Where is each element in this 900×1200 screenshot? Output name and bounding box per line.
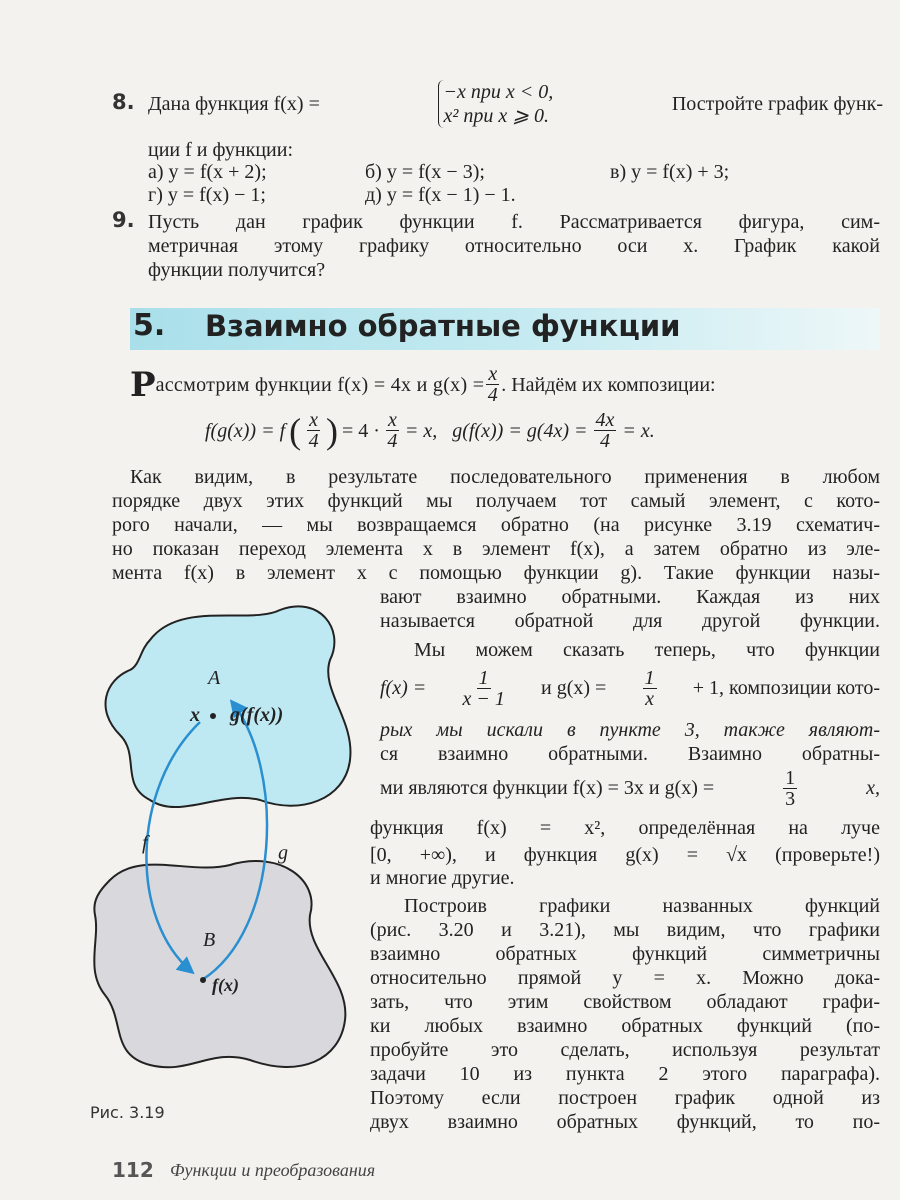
point-gfx-label: g(f(x)) [230,704,284,726]
paragraph-line: Как видим, в результате последовательного применения в любом [130,466,880,488]
exercise-8-item-a: а) y = f(x + 2); [148,161,267,183]
formula-part: f(g(x)) = f [205,419,286,442]
fraction-denominator: 4 [387,430,398,452]
exercise-8-line-2: ции f и функции: [148,139,294,161]
paragraph-line: но показан переход элемента x в элемент f(x), а затем обратно из эле- [112,538,880,560]
fraction-numerator: 1 [478,666,489,689]
formula-part: = x. [622,419,655,442]
figure-caption: Рис. 3.19 [90,1103,165,1122]
fraction-numerator: 1 [644,666,655,689]
point-x-label: x [190,704,200,726]
section-number: 5. [133,308,166,343]
formula-part: = x, g(f(x)) = g(4x) = [404,419,588,442]
paragraph-line: ки любых взаимно обратных функций (по- [370,1015,880,1037]
paragraph-line: мента f(x) в элемент x с помощью функции g). Такие функции назы- [112,562,880,584]
exercise-8-item-g: г) y = f(x) − 1; [148,184,266,206]
section-title: Взаимно обратные функции [205,309,681,343]
exercise-8-item-b: б) y = f(x − 3); [365,161,485,183]
point-fx-label: f(x) [212,975,239,995]
composition-formula: f(g(x)) = f ( $\frac{x}{4}$ ) = 4 · $\frac{x}{4}$ = x, g(f(x)) = g(4x) = $\frac{4x}{4}$ = x. [205,409,655,452]
formula-part: = 4 · [342,419,380,442]
intro-text: . Найдём их композиции: [501,373,716,396]
formula-part: x, [866,777,880,799]
paragraph-line: взаимно обратных функций симметричны [370,943,880,965]
exercise-8-number: 8. [112,90,135,114]
paragraph-line: вают взаимно обратными. Каждая из них [380,586,880,608]
exercise-8-intro: Дана функция f(x) = [148,93,320,115]
set-b-label: B [203,929,216,951]
fraction-denominator: x [645,687,654,710]
intro-text: ассмотрим функции f(x) = 4x и g(x) = [155,373,485,396]
paragraph-line: ся взаимно обратными. Взаимно обратны- [380,743,880,765]
set-a-shape [106,606,351,807]
paragraph-line: [0, +∞), и функция g(x) = √x (проверьте!) [370,844,880,866]
exercise-8-item-v: в) y = f(x) + 3; [610,161,730,183]
fraction-numerator: x [309,409,319,431]
fraction-numerator: 4x [595,409,615,431]
paragraph-line: порядке двух этих функций мы получаем тот самый элемент, с кото- [112,490,880,512]
arrow-f-label: f [142,832,148,854]
fraction-denominator: 4 [599,430,610,452]
fraction-numerator: x [488,363,498,385]
exercise-9-line: Пусть дан график функции f. Рассматривается фигура, сим- [148,211,880,233]
piecewise-case-2: x² при x ⩾ 0. [443,105,549,127]
paragraph-line: задачи 10 из пункта 2 этого параграфа). [370,1063,880,1085]
fraction-denominator: 4 [308,430,319,452]
paragraph-line: относительно прямой y = x. Можно дока- [370,967,880,989]
page-number: 112 [112,1158,154,1182]
paragraph-line: рого начали, — мы возвращаемся обратно (на рисунке 3.19 схематич- [112,514,880,536]
paragraph-line: (рис. 3.20 и 3.21), мы видим, что графики [370,919,880,941]
formula-part: f(x) = [380,677,427,699]
paragraph-line: называется обратной для другой функции. [380,610,880,632]
fraction-denominator: x − 1 [462,687,505,710]
paragraph-line: Поэтому если построен график одной из [370,1087,880,1109]
formula-part: ми являются функции f(x) = 3x и g(x) = [380,777,715,799]
drop-cap: Р [130,364,156,405]
fraction-denominator: 4 [487,384,498,406]
paragraph-line: Мы можем сказать теперь, что функции [414,639,880,661]
paragraph-line: зать, что этим свойством обладают графи- [370,991,880,1013]
exercise-8-tail: Постройте график функ- [671,93,883,115]
point-fx [200,977,206,983]
set-a-label: A [208,667,221,689]
exercise-9-line: метричная этому графику относительно оси x. График какой [148,235,880,257]
piecewise-case-1: −x при x < 0, [443,81,554,103]
point-x [210,713,216,719]
fraction-numerator: x [387,409,397,431]
fraction-numerator: 1 [785,766,796,789]
running-footer-title: Функции и преобразования [170,1160,376,1180]
arrow-g-label: g [278,842,288,864]
paragraph-line: и многие другие. [370,867,515,889]
fraction-denominator: 3 [785,787,796,810]
paragraph-line: Построив графики названных функций [404,895,880,917]
exercise-9-line: функции получится? [148,259,326,281]
exercise-9-number: 9. [112,208,135,232]
paragraph-line: двух взаимно обратных функций, то по- [370,1111,880,1133]
formula-part: и g(x) = [541,677,607,699]
paragraph-line: рых мы искали в пункте 3, также являют- [380,719,880,741]
exercise-8-item-d: д) y = f(x − 1) − 1. [365,184,516,206]
paragraph-line: пробуйте это сделать, используя результат [370,1039,880,1061]
formula-part: + 1, композиции кото- [692,677,880,699]
paragraph-line: функция f(x) = x², определённая на луче [370,817,880,839]
